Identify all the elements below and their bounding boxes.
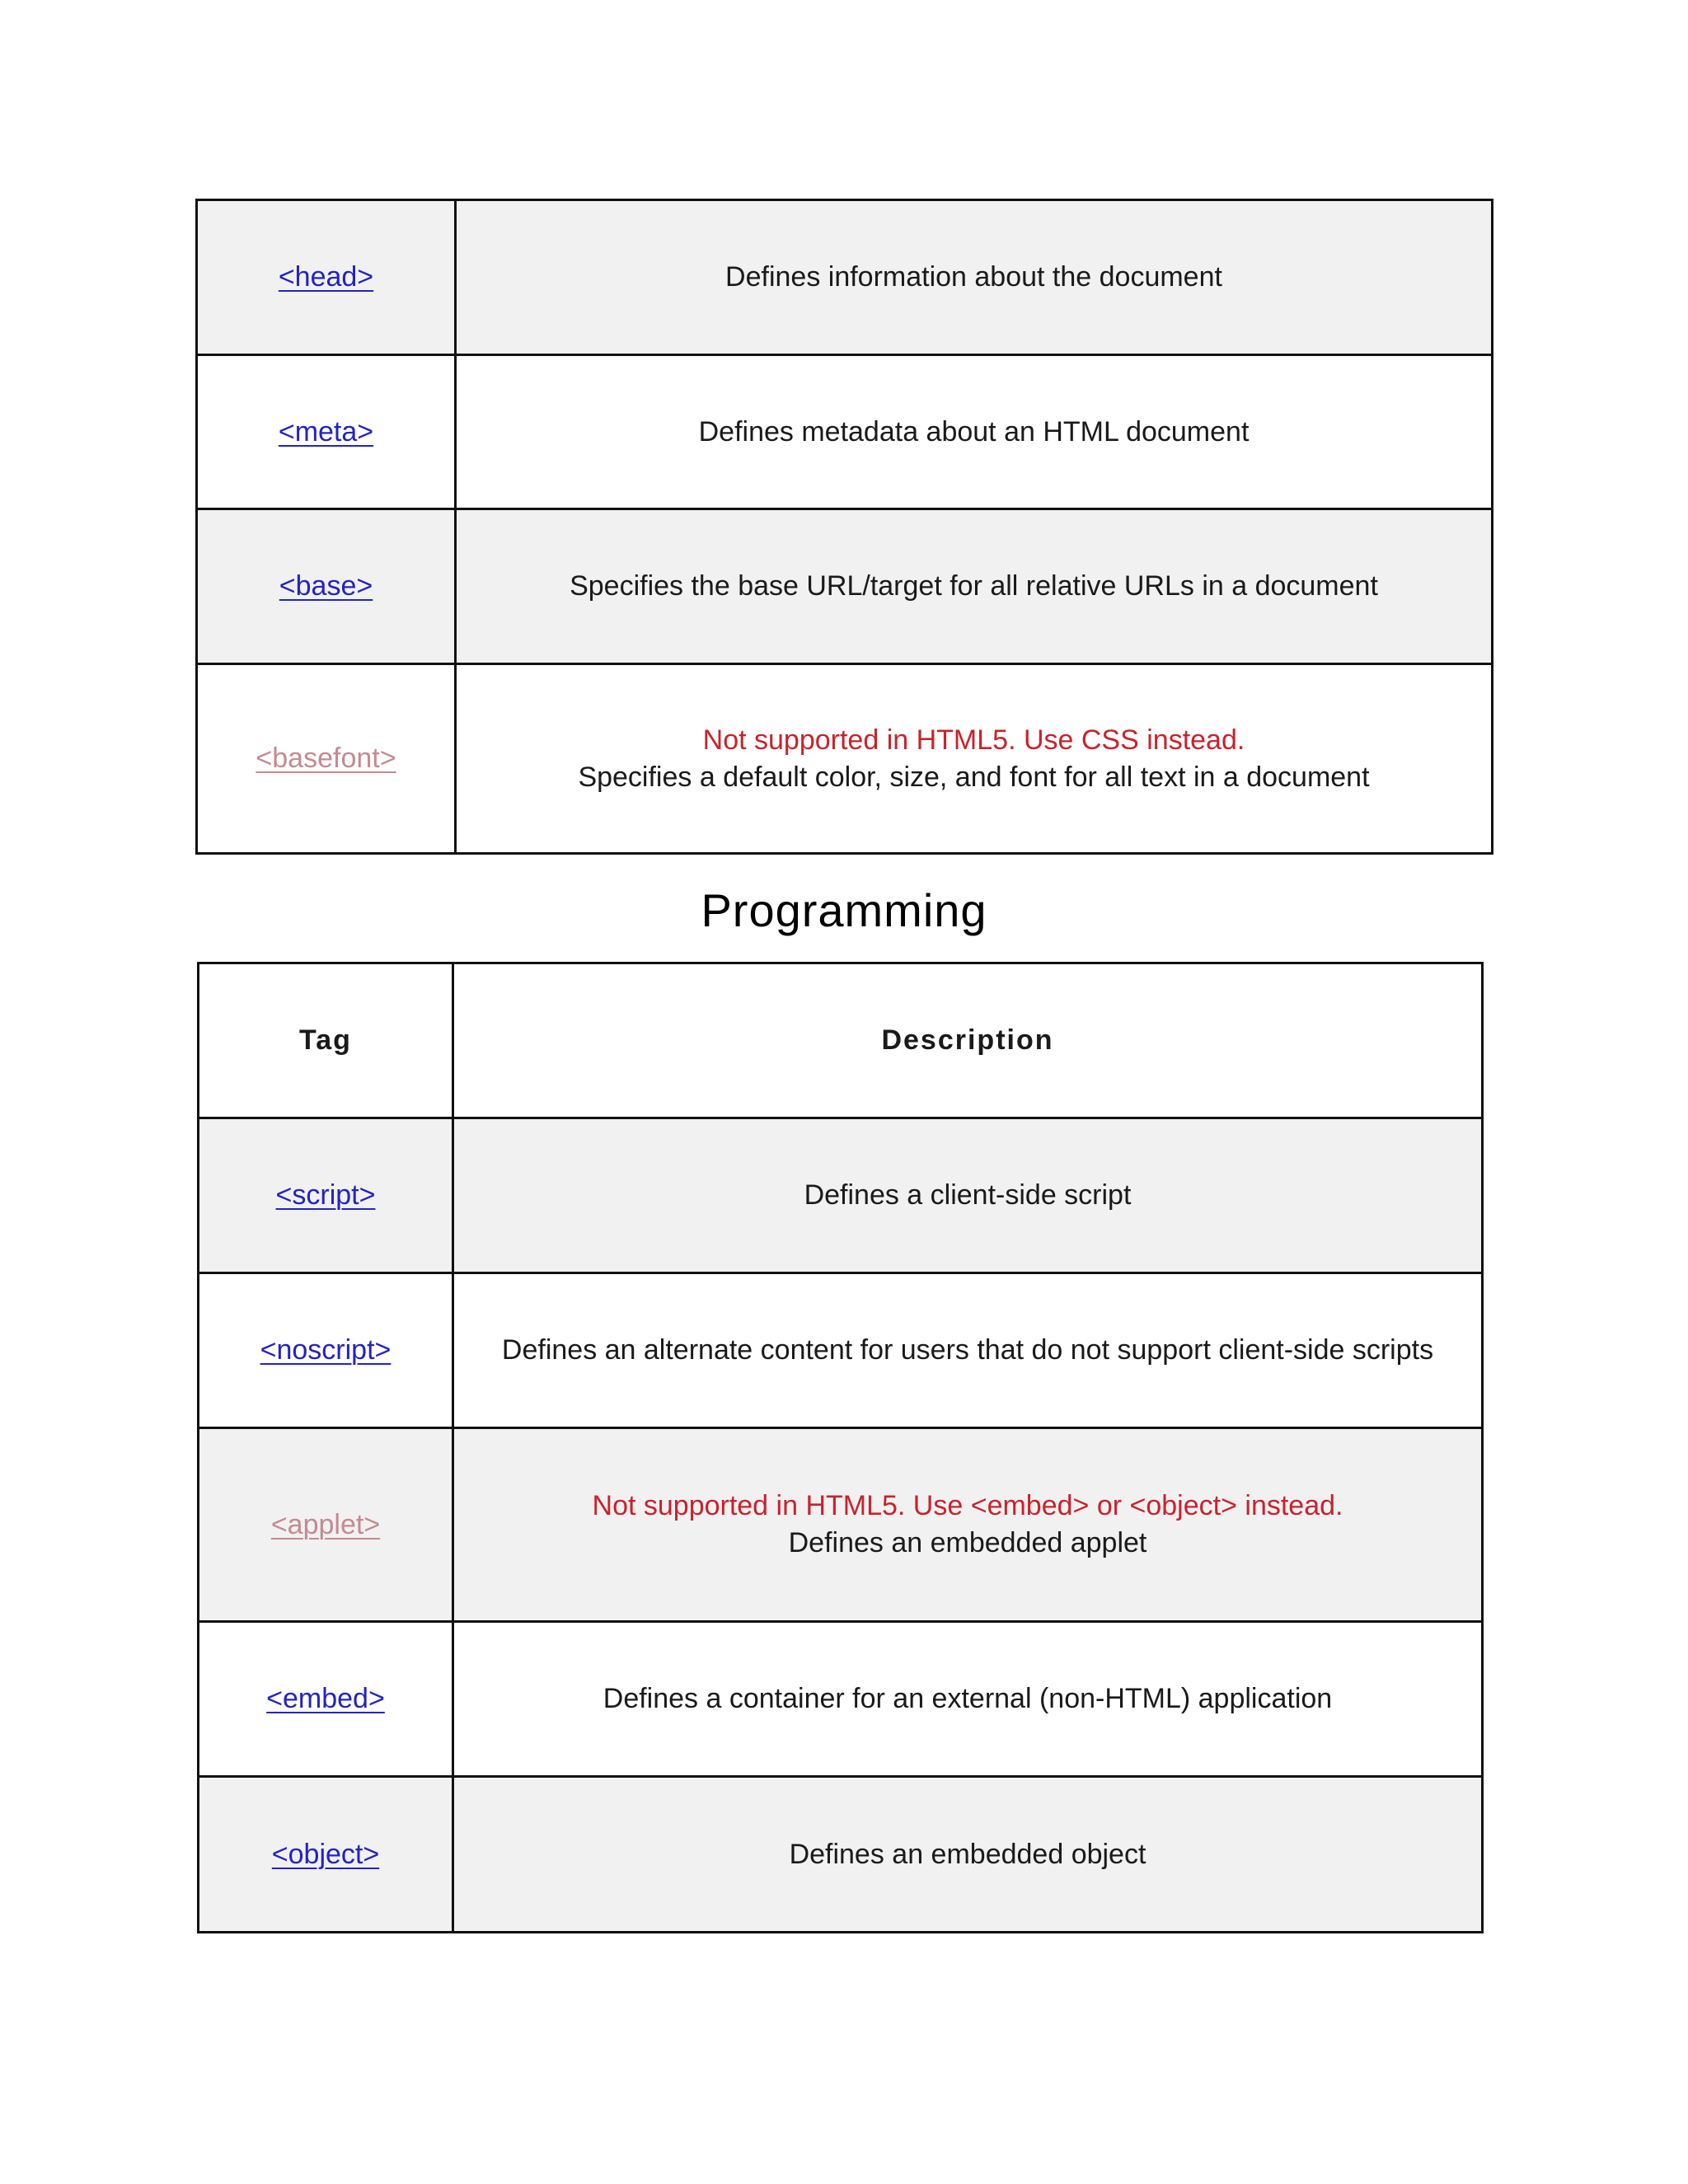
description-text: Specifies the base URL/target for all relative URLs in a document bbox=[570, 570, 1378, 602]
column-header-tag: Tag bbox=[199, 963, 453, 1118]
description-cell bbox=[453, 1273, 1483, 1428]
table-row bbox=[199, 1622, 1483, 1777]
applet-tag-link[interactable]: <applet> bbox=[270, 1508, 381, 1540]
table-header-row bbox=[199, 963, 1483, 1118]
description-cell bbox=[456, 509, 1493, 664]
tag-cell bbox=[197, 664, 456, 854]
tag-cell bbox=[199, 1273, 453, 1428]
deprecation-note: Not supported in HTML5. Use <embed> or <object> instead. bbox=[592, 1490, 1343, 1521]
description-text: Defines a container for an external (non-HTML) application bbox=[603, 1683, 1333, 1714]
description-cell bbox=[453, 1118, 1483, 1273]
script-tag-link[interactable]: <script> bbox=[275, 1179, 376, 1211]
tag-cell bbox=[199, 1428, 453, 1622]
description-cell bbox=[456, 664, 1493, 854]
description-cell bbox=[453, 1428, 1483, 1622]
table-row bbox=[197, 355, 1493, 509]
description-text: Defines information about the document bbox=[725, 261, 1222, 293]
description-cell bbox=[453, 1622, 1483, 1777]
embed-tag-link[interactable]: <embed> bbox=[266, 1683, 385, 1714]
description-text: Specifies a default color, size, and font for all text in a document bbox=[578, 761, 1370, 793]
section-title: Programming bbox=[701, 884, 987, 936]
description-cell bbox=[453, 1777, 1483, 1933]
head-tag-link[interactable]: <head> bbox=[278, 261, 374, 293]
programming-tags-table bbox=[197, 962, 1484, 1933]
table-row bbox=[199, 1118, 1483, 1273]
table-row bbox=[197, 664, 1493, 854]
description-cell bbox=[456, 200, 1493, 355]
noscript-tag-link[interactable]: <noscript> bbox=[260, 1334, 392, 1366]
description-text: Defines a client-side script bbox=[804, 1179, 1132, 1211]
object-tag-link[interactable]: <object> bbox=[271, 1838, 380, 1870]
description-text: Defines an alternate content for users that do not support client-side scripts bbox=[501, 1334, 1434, 1366]
description-text: Defines an embedded applet bbox=[788, 1527, 1147, 1558]
tag-cell bbox=[199, 1118, 453, 1273]
base-tag-link[interactable]: <base> bbox=[279, 570, 373, 602]
meta-tag-link[interactable]: <meta> bbox=[278, 415, 374, 448]
tag-cell bbox=[197, 355, 456, 509]
table-row bbox=[197, 200, 1493, 355]
deprecation-note: Not supported in HTML5. Use CSS instead. bbox=[702, 724, 1245, 756]
column-header-description: Description bbox=[453, 963, 1483, 1118]
table-row bbox=[199, 1777, 1483, 1933]
description-text: Defines metadata about an HTML document bbox=[698, 415, 1250, 448]
tag-cell bbox=[199, 1622, 453, 1777]
tag-cell bbox=[197, 200, 456, 355]
tag-cell bbox=[199, 1777, 453, 1933]
table-row bbox=[199, 1428, 1483, 1622]
tag-cell bbox=[197, 509, 456, 664]
description-text: Defines an embedded object bbox=[789, 1838, 1146, 1870]
table-row bbox=[197, 509, 1493, 664]
table-row bbox=[199, 1273, 1483, 1428]
basefont-tag-link[interactable]: <basefont> bbox=[256, 743, 396, 774]
description-cell bbox=[456, 355, 1493, 509]
head-tags-table bbox=[195, 199, 1493, 855]
